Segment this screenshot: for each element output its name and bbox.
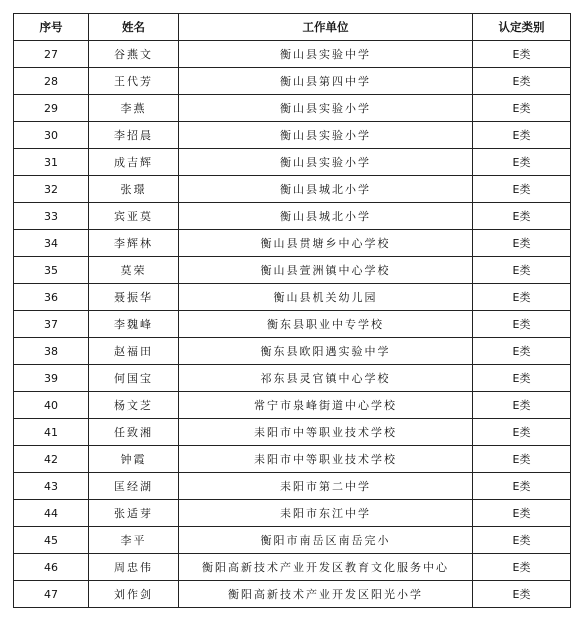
cell-workplace: 衡山县实验中学 [179,41,473,68]
cell-category: E类 [473,122,571,149]
cell-name: 任致湘 [89,419,179,446]
table-row [14,95,571,122]
cell-number: 30 [14,122,89,149]
cell-name: 赵福田 [89,338,179,365]
cell-workplace: 衡山县机关幼儿园 [179,284,473,311]
cell-name: 李平 [89,527,179,554]
table-row [14,419,571,446]
table-row [14,230,571,257]
header-row [14,14,571,41]
cell-category: E类 [473,230,571,257]
cell-number: 43 [14,473,89,500]
cell-number: 29 [14,95,89,122]
table-row [14,284,571,311]
cell-name: 王代芳 [89,68,179,95]
cell-category: E类 [473,446,571,473]
cell-workplace: 耒阳市中等职业技术学校 [179,446,473,473]
cell-number: 33 [14,203,89,230]
cell-workplace: 衡阳高新技术产业开发区阳光小学 [179,581,473,608]
table-header [14,14,571,41]
cell-name: 何国宝 [89,365,179,392]
table-row [14,500,571,527]
cell-category: E类 [473,149,571,176]
cell-name: 张适芽 [89,500,179,527]
table-row [14,392,571,419]
cell-name: 李魏峰 [89,311,179,338]
cell-number: 41 [14,419,89,446]
cell-workplace: 衡山县贯塘乡中心学校 [179,230,473,257]
cell-number: 47 [14,581,89,608]
table-row [14,176,571,203]
cell-number: 36 [14,284,89,311]
cell-name: 李招晨 [89,122,179,149]
table-row [14,365,571,392]
cell-name: 聂振华 [89,284,179,311]
header-category: 认定类别 [473,14,571,41]
cell-number: 38 [14,338,89,365]
cell-number: 42 [14,446,89,473]
cell-workplace: 衡山县城北小学 [179,176,473,203]
cell-category: E类 [473,284,571,311]
cell-category: E类 [473,473,571,500]
cell-category: E类 [473,311,571,338]
certification-table [13,13,571,608]
cell-name: 成吉辉 [89,149,179,176]
cell-number: 28 [14,68,89,95]
cell-workplace: 耒阳市第二中学 [179,473,473,500]
cell-category: E类 [473,203,571,230]
cell-workplace: 衡阳市南岳区南岳完小 [179,527,473,554]
cell-workplace: 衡东县欧阳遇实验中学 [179,338,473,365]
table-row [14,311,571,338]
cell-workplace: 耒阳市中等职业技术学校 [179,419,473,446]
cell-name: 李辉林 [89,230,179,257]
cell-number: 35 [14,257,89,284]
cell-name: 钟霞 [89,446,179,473]
cell-name: 张璟 [89,176,179,203]
table-row [14,581,571,608]
cell-workplace: 衡山县实验小学 [179,149,473,176]
cell-name: 李燕 [89,95,179,122]
table-body [14,41,571,608]
cell-workplace: 衡山县第四中学 [179,68,473,95]
cell-workplace: 衡山县实验小学 [179,95,473,122]
table-row [14,554,571,581]
cell-number: 27 [14,41,89,68]
cell-number: 44 [14,500,89,527]
cell-category: E类 [473,68,571,95]
cell-name: 刘作剑 [89,581,179,608]
cell-category: E类 [473,392,571,419]
cell-workplace: 衡东县职业中专学校 [179,311,473,338]
cell-workplace: 常宁市泉峰街道中心学校 [179,392,473,419]
table-row [14,203,571,230]
cell-number: 34 [14,230,89,257]
table-row [14,257,571,284]
cell-number: 32 [14,176,89,203]
cell-workplace: 衡山县城北小学 [179,203,473,230]
cell-number: 39 [14,365,89,392]
cell-workplace: 衡山县实验小学 [179,122,473,149]
cell-name: 周忠伟 [89,554,179,581]
cell-workplace: 衡阳高新技术产业开发区教育文化服务中心 [179,554,473,581]
header-name: 姓名 [89,14,179,41]
cell-category: E类 [473,41,571,68]
table-row [14,446,571,473]
cell-name: 谷燕文 [89,41,179,68]
table-row [14,527,571,554]
cell-name: 莫荣 [89,257,179,284]
cell-category: E类 [473,95,571,122]
cell-workplace: 耒阳市东江中学 [179,500,473,527]
cell-category: E类 [473,338,571,365]
cell-number: 37 [14,311,89,338]
cell-category: E类 [473,176,571,203]
header-workplace: 工作单位 [179,14,473,41]
table-row [14,122,571,149]
cell-category: E类 [473,257,571,284]
cell-name: 杨文芝 [89,392,179,419]
cell-category: E类 [473,500,571,527]
cell-name: 宾亚莫 [89,203,179,230]
header-number: 序号 [14,14,89,41]
cell-category: E类 [473,554,571,581]
cell-workplace: 衡山县萱洲镇中心学校 [179,257,473,284]
cell-category: E类 [473,419,571,446]
table-row [14,68,571,95]
cell-workplace: 祁东县灵官镇中心学校 [179,365,473,392]
cell-number: 45 [14,527,89,554]
cell-category: E类 [473,581,571,608]
cell-category: E类 [473,527,571,554]
cell-number: 46 [14,554,89,581]
table-row [14,473,571,500]
cell-name: 匡经湖 [89,473,179,500]
cell-number: 31 [14,149,89,176]
table-row [14,338,571,365]
table-row [14,41,571,68]
cell-number: 40 [14,392,89,419]
cell-category: E类 [473,365,571,392]
table-row [14,149,571,176]
